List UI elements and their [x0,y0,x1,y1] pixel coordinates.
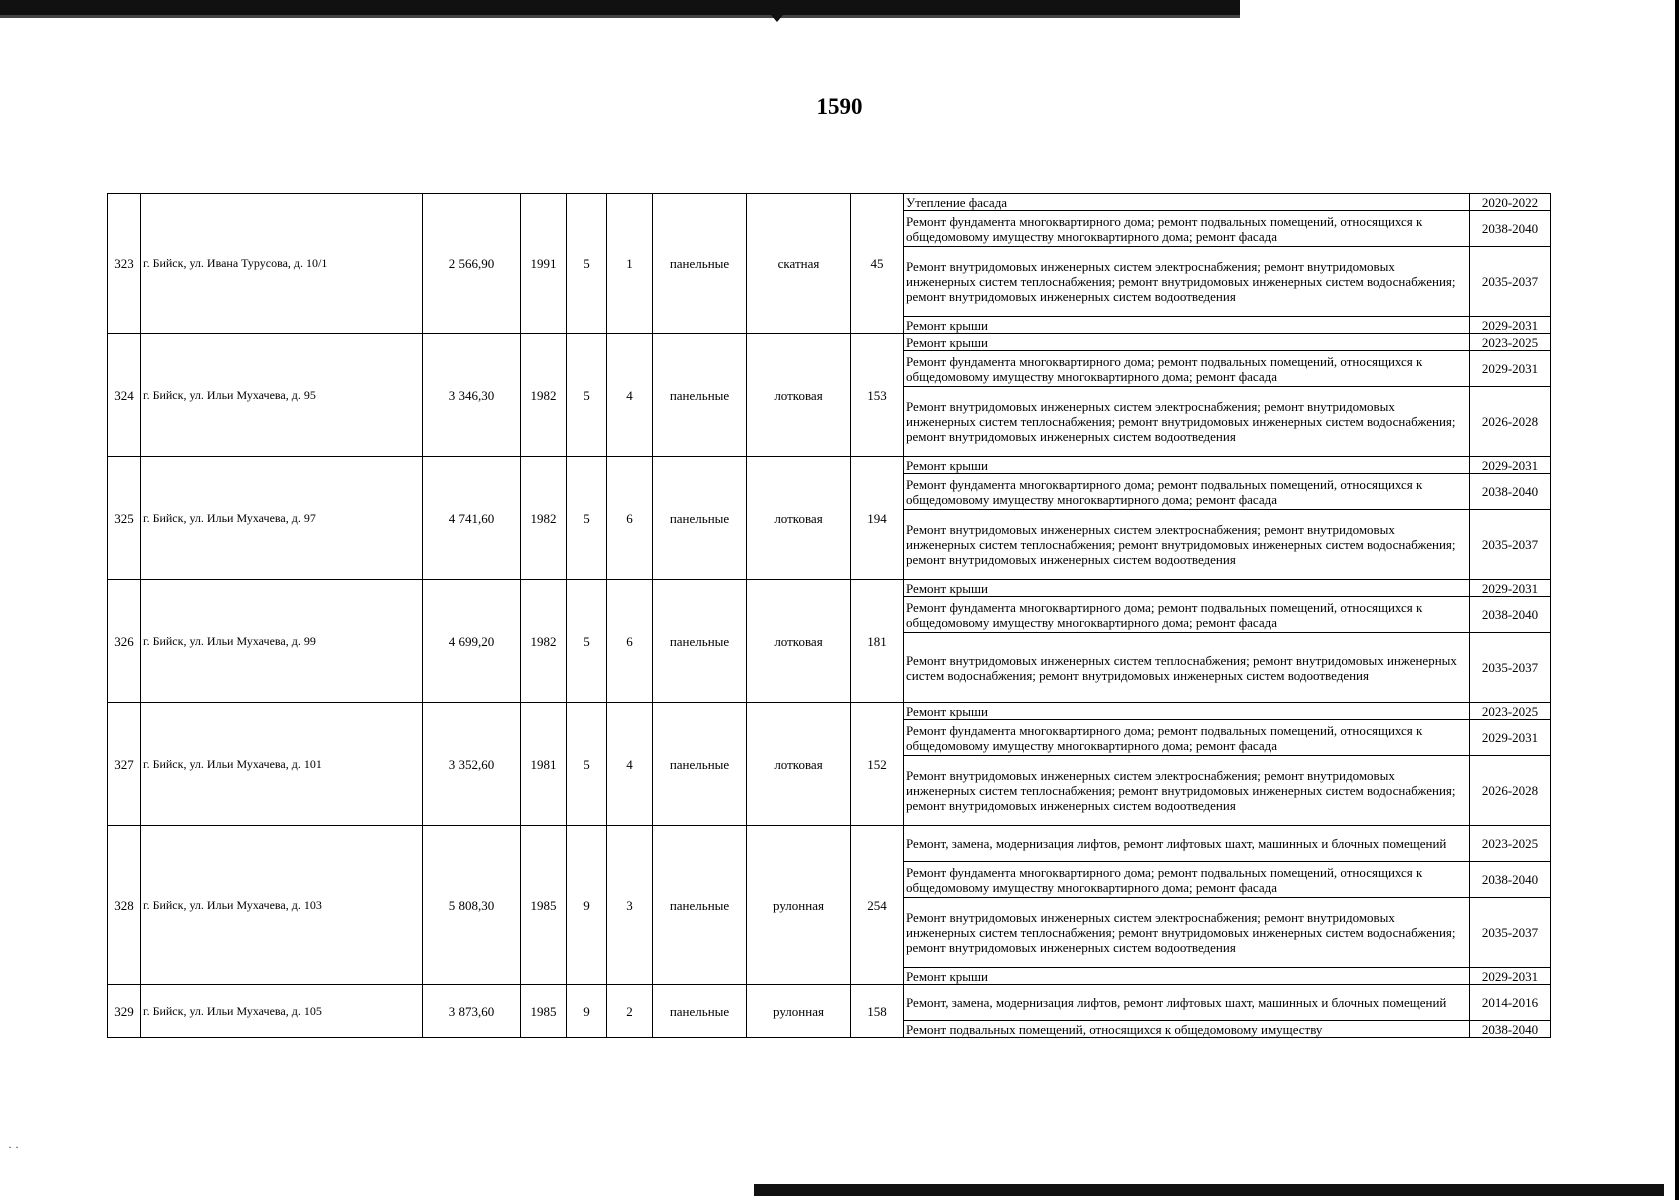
year-built-cell: 1981 [521,703,567,826]
row-number: 323 [108,194,141,334]
work-period-cell: 2020-2022 [1470,194,1551,211]
work-period-cell: 2029-2031 [1470,580,1551,597]
wall-material-cell: панельные [653,194,747,334]
address-cell: г. Бийск, ул. Ильи Мухачева, д. 103 [141,826,423,985]
wall-material-cell: панельные [653,580,747,703]
flats-count-cell: 153 [851,334,904,457]
roof-type-cell: лотковая [747,580,851,703]
roof-type-cell: рулонная [747,985,851,1038]
area-cell: 4 741,60 [423,457,521,580]
roof-type-cell: лотковая [747,703,851,826]
wall-material-cell: панельные [653,826,747,985]
floors-cell: 5 [567,334,607,457]
work-description-cell: Ремонт внутридомовых инженерных систем теплоснабжения; ремонт внутридомовых инженерных систем водоснабжения; ремонт внутридомовых инженерных систем водоотведения [904,633,1470,703]
roof-type-cell: скатная [747,194,851,334]
year-built-cell: 1985 [521,826,567,985]
address-cell: г. Бийск, ул. Ильи Мухачева, д. 95 [141,334,423,457]
wall-material-cell: панельные [653,457,747,580]
work-period-cell: 2038-2040 [1470,1021,1551,1038]
floors-cell: 5 [567,457,607,580]
entrances-cell: 2 [607,985,653,1038]
work-description-cell: Ремонт внутридомовых инженерных систем электроснабжения; ремонт внутридомовых инженерных систем теплоснабжения; ремонт внутридомовых инженерных систем водоснабжения; ремонт внутридомовых инженерных систем водоотведения [904,510,1470,580]
flats-count-cell: 158 [851,985,904,1038]
work-description-cell: Ремонт крыши [904,703,1470,720]
entrances-cell: 4 [607,703,653,826]
work-description-cell: Ремонт крыши [904,457,1470,474]
work-description-cell: Ремонт фундамента многоквартирного дома; ремонт подвальных помещений, относящихся к общедомовому имуществу многоквартирного дома; ремонт фасада [904,862,1470,898]
year-built-cell: 1985 [521,985,567,1038]
entrances-cell: 3 [607,826,653,985]
table-row [108,703,1551,720]
work-period-cell: 2029-2031 [1470,968,1551,985]
work-description-cell: Ремонт внутридомовых инженерных систем электроснабжения; ремонт внутридомовых инженерных систем теплоснабжения; ремонт внутридомовых инженерных систем водоснабжения; ремонт внутридомовых инженерных систем водоотведения [904,756,1470,826]
work-description-cell: Ремонт, замена, модернизация лифтов, ремонт лифтовых шахт, машинных и блочных помещений [904,985,1470,1021]
floors-cell: 9 [567,985,607,1038]
table-row [108,334,1551,351]
work-description-cell: Ремонт крыши [904,317,1470,334]
scan-border-bottom [754,1184,1664,1196]
flats-count-cell: 152 [851,703,904,826]
scan-notch-mark [771,15,783,22]
work-period-cell: 2035-2037 [1470,247,1551,317]
work-period-cell: 2038-2040 [1470,474,1551,510]
scan-border-top [0,0,1240,15]
wall-material-cell: панельные [653,334,747,457]
floors-cell: 5 [567,703,607,826]
work-period-cell: 2035-2037 [1470,633,1551,703]
address-cell: г. Бийск, ул. Ивана Турусова, д. 10/1 [141,194,423,334]
scan-speck: · · [8,1140,19,1154]
table-body [108,194,1551,1038]
work-period-cell: 2038-2040 [1470,597,1551,633]
entrances-cell: 4 [607,334,653,457]
table-row [108,826,1551,862]
work-description-cell: Ремонт крыши [904,580,1470,597]
page-number: 1590 [816,94,863,119]
floors-cell: 5 [567,580,607,703]
flats-count-cell: 194 [851,457,904,580]
work-description-cell: Ремонт внутридомовых инженерных систем электроснабжения; ремонт внутридомовых инженерных систем теплоснабжения; ремонт внутридомовых инженерных систем водоснабжения; ремонт внутридомовых инженерных систем водоотведения [904,898,1470,968]
area-cell: 3 346,30 [423,334,521,457]
floors-cell: 5 [567,194,607,334]
work-period-cell: 2029-2031 [1470,351,1551,387]
area-cell: 4 699,20 [423,580,521,703]
year-built-cell: 1982 [521,580,567,703]
wall-material-cell: панельные [653,985,747,1038]
address-cell: г. Бийск, ул. Ильи Мухачева, д. 99 [141,580,423,703]
roof-type-cell: рулонная [747,826,851,985]
flats-count-cell: 181 [851,580,904,703]
work-description-cell: Ремонт фундамента многоквартирного дома; ремонт подвальных помещений, относящихся к общедомовому имуществу многоквартирного дома; ремонт фасада [904,211,1470,247]
address-cell: г. Бийск, ул. Ильи Мухачева, д. 105 [141,985,423,1038]
table-row [108,580,1551,597]
roof-type-cell: лотковая [747,334,851,457]
work-description-cell: Ремонт крыши [904,968,1470,985]
work-period-cell: 2029-2031 [1470,720,1551,756]
address-cell: г. Бийск, ул. Ильи Мухачева, д. 97 [141,457,423,580]
entrances-cell: 6 [607,580,653,703]
row-number: 324 [108,334,141,457]
work-period-cell: 2026-2028 [1470,387,1551,457]
scan-border-right [1675,0,1679,1200]
work-period-cell: 2023-2025 [1470,334,1551,351]
work-description-cell: Ремонт фундамента многоквартирного дома; ремонт подвальных помещений, относящихся к общедомовому имуществу многоквартирного дома; ремонт фасада [904,474,1470,510]
work-description-cell: Ремонт фундамента многоквартирного дома; ремонт подвальных помещений, относящихся к общедомовому имуществу многоквартирного дома; ремонт фасада [904,720,1470,756]
work-description-cell: Утепление фасада [904,194,1470,211]
address-cell: г. Бийск, ул. Ильи Мухачева, д. 101 [141,703,423,826]
work-period-cell: 2023-2025 [1470,703,1551,720]
row-number: 327 [108,703,141,826]
work-period-cell: 2035-2037 [1470,510,1551,580]
row-number: 326 [108,580,141,703]
flats-count-cell: 45 [851,194,904,334]
work-description-cell: Ремонт фундамента многоквартирного дома; ремонт подвальных помещений, относящихся к общедомовому имуществу многоквартирного дома; ремонт фасада [904,597,1470,633]
work-description-cell: Ремонт внутридомовых инженерных систем электроснабжения; ремонт внутридомовых инженерных систем теплоснабжения; ремонт внутридомовых инженерных систем водоснабжения; ремонт внутридомовых инженерных систем водоотведения [904,387,1470,457]
work-description-cell: Ремонт подвальных помещений, относящихся к общедомовому имуществу [904,1021,1470,1038]
table-row [108,985,1551,1021]
row-number: 325 [108,457,141,580]
row-number: 329 [108,985,141,1038]
flats-count-cell: 254 [851,826,904,985]
floors-cell: 9 [567,826,607,985]
scan-border-top-line [0,15,1240,18]
row-number: 328 [108,826,141,985]
work-period-cell: 2023-2025 [1470,826,1551,862]
wall-material-cell: панельные [653,703,747,826]
area-cell: 2 566,90 [423,194,521,334]
work-period-cell: 2029-2031 [1470,457,1551,474]
work-description-cell: Ремонт внутридомовых инженерных систем электроснабжения; ремонт внутридомовых инженерных систем теплоснабжения; ремонт внутридомовых инженерных систем водоснабжения; ремонт внутридомовых инженерных систем водоотведения [904,247,1470,317]
year-built-cell: 1982 [521,334,567,457]
repair-plan-table [107,193,1551,1038]
year-built-cell: 1982 [521,457,567,580]
entrances-cell: 6 [607,457,653,580]
area-cell: 3 873,60 [423,985,521,1038]
table-row [108,194,1551,211]
table-row [108,457,1551,474]
area-cell: 5 808,30 [423,826,521,985]
work-period-cell: 2035-2037 [1470,898,1551,968]
roof-type-cell: лотковая [747,457,851,580]
entrances-cell: 1 [607,194,653,334]
work-description-cell: Ремонт фундамента многоквартирного дома; ремонт подвальных помещений, относящихся к общедомовому имуществу многоквартирного дома; ремонт фасада [904,351,1470,387]
year-built-cell: 1991 [521,194,567,334]
work-period-cell: 2026-2028 [1470,756,1551,826]
work-period-cell: 2038-2040 [1470,862,1551,898]
work-period-cell: 2014-2016 [1470,985,1551,1021]
work-period-cell: 2038-2040 [1470,211,1551,247]
work-description-cell: Ремонт крыши [904,334,1470,351]
work-period-cell: 2029-2031 [1470,317,1551,334]
area-cell: 3 352,60 [423,703,521,826]
work-description-cell: Ремонт, замена, модернизация лифтов, ремонт лифтовых шахт, машинных и блочных помещений [904,826,1470,862]
